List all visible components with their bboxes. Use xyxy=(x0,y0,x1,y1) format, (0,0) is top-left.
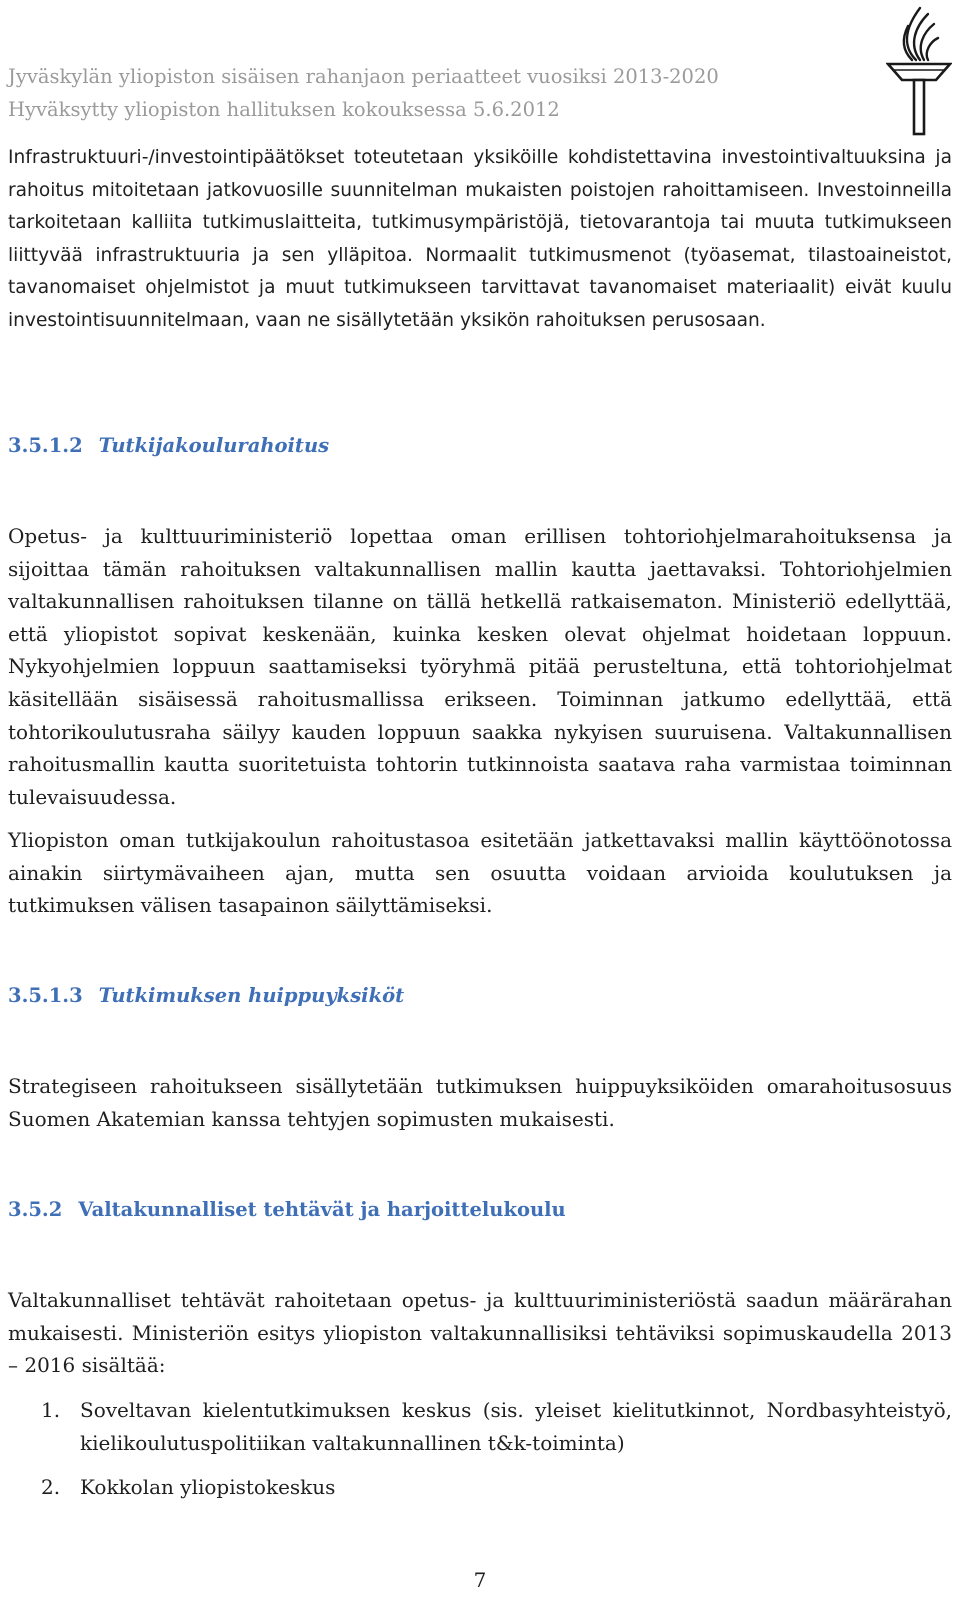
section-title: Tutkimuksen huippuyksiköt xyxy=(98,984,405,1007)
section-title: Valtakunnalliset tehtävät ja harjoittelukoulu xyxy=(78,1198,566,1221)
section-heading-huippuyksikot xyxy=(8,984,404,1007)
section-heading-tutkijakoulurahoitus xyxy=(8,434,329,457)
body-paragraph: Valtakunnalliset tehtävät rahoitetaan opetus- ja kulttuuriministeriöstä saadun määrärahan mukaisesti. Ministeriön esitys yliopiston valtakunnallisiksi tehtäviksi sopimuskaudella 2013 – 2016 sisältää: xyxy=(8,1288,952,1378)
header-approval-note: Hyväksytty yliopiston hallituksen kokouksessa 5.6.2012 xyxy=(8,98,560,121)
section-heading-valtakunnalliset-tehtavat xyxy=(8,1198,566,1221)
page-number: 7 xyxy=(473,1568,487,1592)
section-number: 3.5.1.2 xyxy=(8,434,83,457)
list-item-text: Kokkolan yliopistokeskus xyxy=(80,1475,336,1500)
section-title: Tutkijakoulurahoitus xyxy=(98,434,330,457)
body-paragraph: Yliopiston oman tutkijakoulun rahoitustasoa esitetään jatkettavaksi mallin käyttöönotossa ainakin siirtymävaiheen ajan, mutta sen osuutta voidaan arvioida koulutuksen ja tutkimuksen välisen tasapainon säilyttämiseksi. xyxy=(8,828,952,918)
list-marker: 1. xyxy=(41,1398,61,1422)
national-tasks-list xyxy=(8,1394,952,1504)
list-item-text: Soveltavan kielentutkimuksen keskus (sis. yleiset kielitutkinnot, Nordbasyhteistyö, kielikoulutuspolitiikan valtakunnallinen t&k-toiminta) xyxy=(80,1398,952,1455)
body-paragraph: Opetus- ja kulttuuriministeriö lopettaa oman erillisen tohtoriohjelmarahoituksensa ja sijoittaa tämän rahoituksen valtakunnallisen mallin kautta jaettavaksi. Tohtoriohjelmien valtakunnallisen rahoituksen tilanne on tällä hetkellä ratkaisematon. Ministeriö edellyttää, että yliopistot sopivat keskenään, kuinka kesken olevat ohjelmat hoidetaan loppuun. Nykyohjelmien loppuun saattamiseksi työryhmä pitää perusteltuna, että tohtoriohjelmat käsitellään sisäisessä rahoitusmallissa erikseen. Toiminnan jatkumo edellyttää, että tohtorikoulutusraha säilyy kauden loppuun saakka nykyisen suuruisena. Valtakunnallisen rahoitusmallin kautta suoritetuista tohtorin tutkinnoista saatava raha varmistaa toiminnan tulevaisuudessa. xyxy=(8,524,952,809)
body-paragraph: Strategiseen rahoitukseen sisällytetään tutkimuksen huippuyksiköiden omarahoitusosuus Suomen Akatemian kanssa tehtyjen sopimusten mukaisesti. xyxy=(8,1074,952,1131)
list-item xyxy=(8,1394,952,1459)
running-header xyxy=(8,60,719,126)
torch-flame-icon xyxy=(886,2,952,136)
section-number: 3.5.1.3 xyxy=(8,984,83,1007)
header-title: Jyväskylän yliopiston sisäisen rahanjaon periaatteet vuosiksi 2013-2020 xyxy=(8,65,719,88)
list-marker: 2. xyxy=(41,1475,61,1500)
intro-paragraph: Infrastruktuuri-/investointipäätökset toteutetaan yksiköille kohdistettavina investointivaltuuksina ja rahoitus mitoitetaan jatkovuosille suunnitelman mukaisten poistojen rahoittamiseen. Investoinneilla tarkoitetaan kalliita tutkimuslaitteita, tutkimusympäristöjä, tietovarantoja tai muuta tutkimukseen liittyvää infrastruktuuria ja sen ylläpitoa. Normaalit tutkimusmenot (työasemat, tilastoaineistot, tavanomaiset ohjelmistot ja muut tutkimukseen tarvittavat tavanomaiset materiaalit) eivät kuulu investointisuunnitelmaan, vaan ne sisällytetään yksikön rahoituksen perusosaan. xyxy=(8,147,952,331)
section-number: 3.5.2 xyxy=(8,1198,63,1221)
list-item xyxy=(8,1471,952,1504)
